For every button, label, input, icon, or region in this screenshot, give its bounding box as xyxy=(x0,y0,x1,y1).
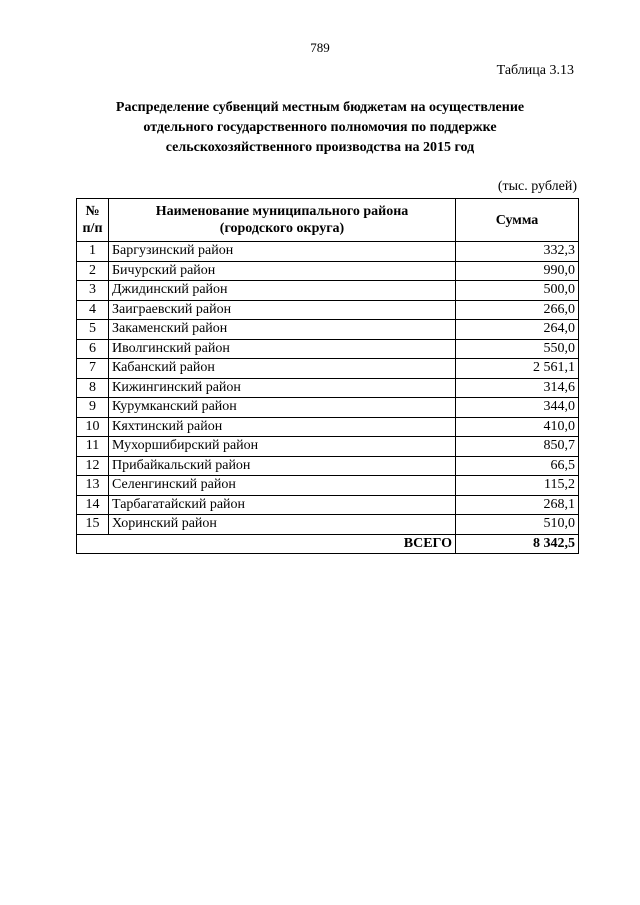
row-sum: 850,7 xyxy=(456,437,579,457)
row-number: 8 xyxy=(77,378,109,398)
row-district-name: Баргузинский район xyxy=(109,242,456,262)
total-label: ВСЕГО xyxy=(77,534,456,554)
row-number: 5 xyxy=(77,320,109,340)
table-label: Таблица 3.13 xyxy=(496,63,574,78)
row-sum: 266,0 xyxy=(456,300,579,320)
table-row xyxy=(77,261,579,281)
subvention-table xyxy=(76,198,579,554)
row-district-name: Селенгинский район xyxy=(109,476,456,496)
title-line: отдельного государственного полномочия по поддержке xyxy=(143,120,497,135)
header-number xyxy=(77,199,109,242)
header-number-line2: п/п xyxy=(82,221,103,236)
table-row xyxy=(77,456,579,476)
row-number: 14 xyxy=(77,495,109,515)
row-sum: 550,0 xyxy=(456,339,579,359)
row-sum: 115,2 xyxy=(456,476,579,496)
row-number: 11 xyxy=(77,437,109,457)
row-number: 12 xyxy=(77,456,109,476)
header-sum: Сумма xyxy=(456,199,579,242)
row-sum: 264,0 xyxy=(456,320,579,340)
row-district-name: Кабанский район xyxy=(109,359,456,379)
page-number: 789 xyxy=(310,40,330,55)
row-number: 1 xyxy=(77,242,109,262)
row-district-name: Заиграевский район xyxy=(109,300,456,320)
row-number: 9 xyxy=(77,398,109,418)
row-sum: 268,1 xyxy=(456,495,579,515)
row-district-name: Мухоршибирский район xyxy=(109,437,456,457)
table-row xyxy=(77,398,579,418)
row-sum: 344,0 xyxy=(456,398,579,418)
table-row xyxy=(77,300,579,320)
title-line: Распределение субвенций местным бюджетам на осуществление xyxy=(115,100,525,115)
table-row xyxy=(77,320,579,340)
header-name-line1: Наименование муниципального района xyxy=(155,204,409,219)
row-number: 7 xyxy=(77,359,109,379)
row-district-name: Закаменский район xyxy=(109,320,456,340)
header-name-line2: (городского округа) xyxy=(219,221,345,236)
row-district-name: Хоринский район xyxy=(109,515,456,535)
row-number: 6 xyxy=(77,339,109,359)
row-district-name: Кяхтинский район xyxy=(109,417,456,437)
table-row xyxy=(77,476,579,496)
row-district-name: Прибайкальский район xyxy=(109,456,456,476)
row-district-name: Джидинский район xyxy=(109,281,456,301)
units-label: (тыс. рублей) xyxy=(497,179,577,194)
table-row xyxy=(77,242,579,262)
table-total-row xyxy=(77,534,579,554)
row-sum: 314,6 xyxy=(456,378,579,398)
table-row xyxy=(77,359,579,379)
row-sum: 410,0 xyxy=(456,417,579,437)
row-district-name: Тарбагатайский район xyxy=(109,495,456,515)
table-row xyxy=(77,417,579,437)
row-sum: 332,3 xyxy=(456,242,579,262)
table-row xyxy=(77,495,579,515)
table-header-row xyxy=(77,199,579,242)
header-number-line1: № xyxy=(85,204,100,219)
row-number: 13 xyxy=(77,476,109,496)
row-number: 15 xyxy=(77,515,109,535)
total-sum: 8 342,5 xyxy=(456,534,579,554)
table-row xyxy=(77,378,579,398)
row-sum: 990,0 xyxy=(456,261,579,281)
header-name xyxy=(109,199,456,242)
row-district-name: Курумканский район xyxy=(109,398,456,418)
row-number: 4 xyxy=(77,300,109,320)
row-district-name: Иволгинский район xyxy=(109,339,456,359)
table-row xyxy=(77,339,579,359)
row-number: 10 xyxy=(77,417,109,437)
table-row xyxy=(77,437,579,457)
row-sum: 2 561,1 xyxy=(456,359,579,379)
row-number: 2 xyxy=(77,261,109,281)
row-number: 3 xyxy=(77,281,109,301)
table-row xyxy=(77,281,579,301)
row-sum: 66,5 xyxy=(456,456,579,476)
row-district-name: Бичурский район xyxy=(109,261,456,281)
table-row xyxy=(77,515,579,535)
title-line: сельскохозяйственного производства на 2015 год xyxy=(165,140,475,155)
document-title xyxy=(60,98,580,158)
row-sum: 500,0 xyxy=(456,281,579,301)
row-district-name: Кижингинский район xyxy=(109,378,456,398)
row-sum: 510,0 xyxy=(456,515,579,535)
